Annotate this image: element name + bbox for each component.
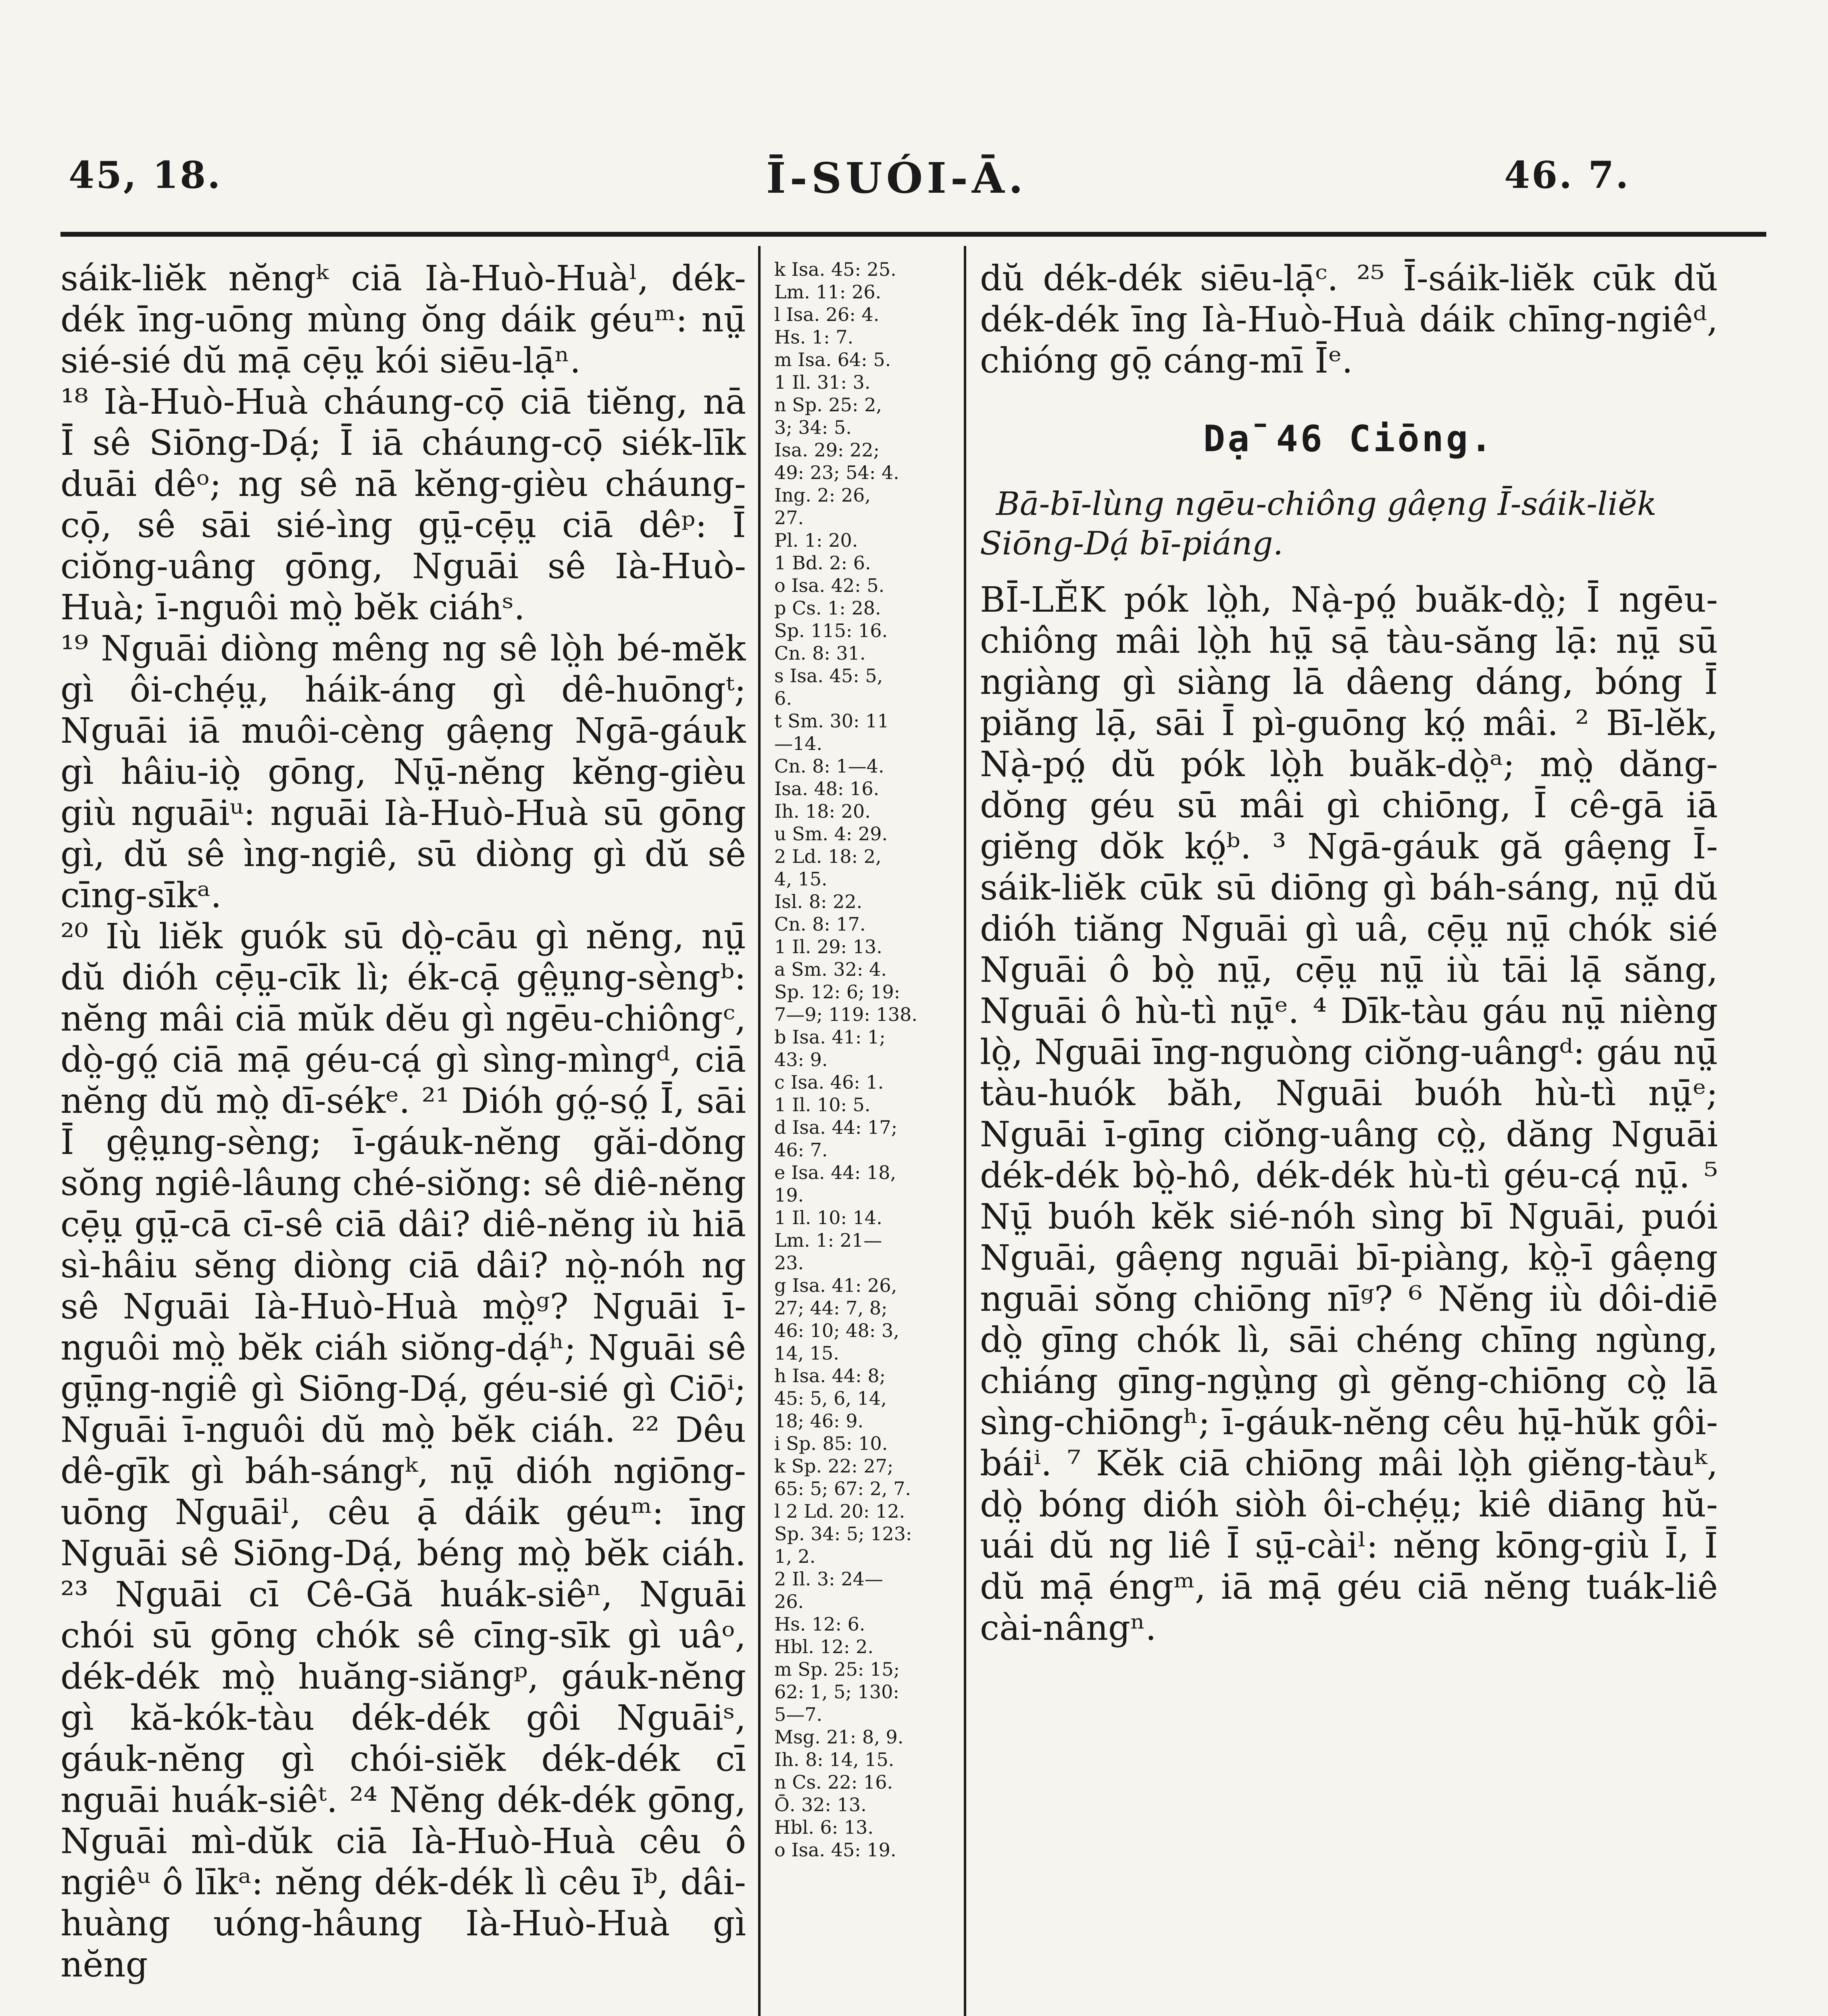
- cross-reference: Cn. 8: 31.: [774, 642, 866, 664]
- cross-reference: Cn. 8: 1—4.: [774, 755, 884, 777]
- cross-reference: s Isa. 45: 5,: [774, 665, 883, 687]
- cross-reference: —14.: [774, 733, 823, 754]
- cross-reference: Cn. 8: 17.: [774, 913, 866, 935]
- cross-reference: Ing. 2: 26,: [774, 484, 871, 506]
- cross-reference: 1 Bd. 2: 6.: [774, 552, 871, 574]
- cross-reference: 1 Il. 10: 14.: [774, 1207, 882, 1229]
- cross-reference: 43: 9.: [774, 1049, 828, 1070]
- cross-reference: 49: 23; 54: 4.: [774, 462, 899, 483]
- cross-reference: n Sp. 25: 2,: [774, 394, 882, 416]
- chapter-heading: Dạ̄ 46 Ciōng.: [1203, 418, 1495, 460]
- cross-reference: Sp. 12: 6; 19:: [774, 981, 900, 1003]
- cross-reference: Hs. 1: 7.: [774, 326, 854, 348]
- cross-reference: Sp. 115: 16.: [774, 620, 888, 641]
- cross-reference: n Cs. 22: 16.: [774, 1771, 893, 1793]
- cross-reference: 2 Il. 3: 24—: [774, 1568, 883, 1590]
- cross-reference: Hbl. 12: 2.: [774, 1636, 874, 1658]
- cross-reference: m Isa. 64: 5.: [774, 349, 891, 371]
- cross-reference: 1 Il. 29: 13.: [774, 936, 882, 958]
- cross-reference: o Isa. 45: 19.: [774, 1839, 896, 1861]
- cross-reference: 7—9; 119: 138.: [774, 1004, 917, 1025]
- cross-reference: 1 Il. 31: 3.: [774, 371, 871, 393]
- cross-reference: Isa. 48: 16.: [774, 778, 880, 800]
- cross-reference: u Sm. 4: 29.: [774, 823, 888, 845]
- cross-reference: Sp. 34: 5; 123:: [774, 1523, 912, 1545]
- column-divider-left: [758, 246, 761, 2016]
- cross-reference: 23.: [774, 1252, 804, 1274]
- cross-reference: Ih. 18: 20.: [774, 800, 871, 822]
- cross-reference: 2 Ld. 18: 2,: [774, 846, 882, 867]
- column-divider-right: [964, 246, 966, 2016]
- cross-reference: 27; 44: 7, 8;: [774, 1297, 888, 1319]
- cross-reference: o Isa. 42: 5.: [774, 575, 885, 596]
- cross-reference: p Cs. 1: 28.: [774, 597, 881, 619]
- cross-reference: 19.: [774, 1184, 804, 1206]
- cross-reference: Lm. 1: 21—: [774, 1229, 882, 1251]
- cross-reference: 45: 5, 6, 14,: [774, 1387, 887, 1409]
- verse-paragraph: ¹⁸ Ià-Huò-Huà cháung-cọ̄ ciā tiĕng, nā Ī sê Siōng-Dạ́; Ī iā cháung-cọ̄ siék-līk duāi dêᵒ; ng sê nā kĕng-gièu cháung-cọ̄, sê sāi sié-ìng gṳ̄-cẹ̄ṳ ciā dêᵖ: Ī ciŏng-uâng gōng, Nguāi sê Ià-Huò-Huà; ī-nguôi mò̤ bĕk ciáhˢ.: [60, 382, 746, 628]
- cross-reference: h Isa. 44: 8;: [774, 1365, 886, 1387]
- cross-reference-column: [774, 258, 952, 2016]
- right-column-verses: [980, 579, 1718, 1649]
- cross-reference: 62: 1, 5; 130:: [774, 1681, 899, 1703]
- cross-reference: c Isa. 46: 1.: [774, 1071, 884, 1093]
- cross-reference: g Isa. 41: 26,: [774, 1275, 897, 1296]
- cross-reference: 14, 15.: [774, 1342, 839, 1364]
- cross-reference: a Sm. 32: 4.: [774, 958, 887, 980]
- cross-reference: l Isa. 26: 4.: [774, 304, 880, 325]
- cross-reference: Ih. 8: 14, 15.: [774, 1749, 894, 1770]
- verse-paragraph: dŭ dék-dék siēu-lạ̄ᶜ. ²⁵ Ī-sáik-liĕk cūk dŭ dék-dék īng Ià-Huò-Huà dáik chīng-ngiêᵈ, chióng gō̤ cáng-mī Īᵉ.: [980, 258, 1718, 381]
- left-column-body: [60, 258, 746, 1985]
- cross-reference: 26.: [774, 1591, 804, 1612]
- cross-reference: 3; 34: 5.: [774, 417, 852, 438]
- header-left-reference: 45, 18.: [69, 153, 222, 197]
- cross-reference: Hbl. 6: 13.: [774, 1816, 874, 1838]
- cross-reference: k Sp. 22: 27;: [774, 1455, 894, 1477]
- header-rule: [60, 232, 1766, 237]
- cross-reference: 46: 7.: [774, 1139, 828, 1161]
- cross-reference: k Isa. 45: 25.: [774, 258, 896, 280]
- left-text-column: [60, 258, 746, 2016]
- cross-reference: 5—7.: [774, 1704, 823, 1725]
- cross-reference: Isl. 8: 22.: [774, 891, 863, 912]
- cross-reference: t Sm. 30: 11: [774, 710, 889, 732]
- cross-reference: Ō. 32: 13.: [774, 1794, 867, 1816]
- cross-reference: l 2 Ld. 20: 12.: [774, 1500, 905, 1522]
- cross-reference: d Isa. 44: 17;: [774, 1116, 898, 1138]
- verse-paragraph: ¹⁹ Nguāi diòng mêng ng sê lò̤h bé-mĕk gì ôi-chẹ́ṳ, háik-áng gì dê-huōngᵗ; Nguāi iā muôi-cèng gâẹng Ngā-gáuk gì hâiu-iò̤ gōng, Nṳ̄-nĕng kĕng-gièu giù nguāiᵘ: nguāi Ià-Huò-Huà sū gōng gì, dŭ sê ìng-ngiê, sū diòng gì dŭ sê cīng-sīkᵃ.: [60, 629, 746, 916]
- chapter-summary: Bā-bī-lùng ngēu-chiông gâẹng Ī-sáik-liĕk Siōng-Dạ́ bī-piáng.: [980, 485, 1657, 562]
- right-text-column: [980, 258, 1718, 1766]
- cross-reference: 18; 46: 9.: [774, 1410, 864, 1432]
- cross-reference: Pl. 1: 20.: [774, 529, 858, 551]
- cross-reference: Hs. 12: 6.: [774, 1613, 865, 1635]
- cross-reference: Isa. 29: 22;: [774, 439, 880, 461]
- cross-reference: 1 Il. 10: 5.: [774, 1094, 871, 1116]
- cross-reference: m Sp. 25: 15;: [774, 1658, 900, 1680]
- cross-reference: b Isa. 41: 1;: [774, 1026, 886, 1048]
- cross-reference: 65: 5; 67: 2, 7.: [774, 1478, 911, 1500]
- cross-reference: 46: 10; 48: 3,: [774, 1320, 899, 1341]
- cross-reference: Msg. 21: 8, 9.: [774, 1726, 904, 1748]
- header-book-title: Ī-SUÓI-Ā.: [766, 153, 1027, 203]
- cross-reference: 1, 2.: [774, 1545, 816, 1567]
- cross-reference: Lm. 11: 26.: [774, 281, 882, 303]
- verse-paragraph: BĪ-LĔK pók lò̤h, Nạ̀-pó̤ buăk-dò̤; Ī ngēu-chiông mâi lò̤h hṳ̄ sạ̄ tàu-săng lạ̄: nṳ̄ sū ngiàng gì siàng lā dâeng dáng, bóng Ī piăng lạ̄, sāi Ī pì-guōng kó̤ mâi. ² Bī-lĕk, Nạ̀-pó̤ dŭ pók lò̤h buăk-dò̤ᵃ; mò̤ dăng-dŏng géu sū mâi gì chiōng, Ī cê-gā iā giĕng dŏk kó̤ᵇ. ³ Ngā-gáuk gă gâẹng Ī-sáik-liĕk cūk sū diōng gì báh-sáng, nṳ̄ dŭ dióh tiăng Nguāi gì uâ, cẹ̄ṳ nṳ̄ chók sié Nguāi ô bò̤ nṳ̄, cẹ̄ṳ nṳ̄ iù tāi lạ̄ săng, Nguāi ô hù-tì nṳ̄ᵉ. ⁴ Dīk-tàu gáu nṳ̄ nièng lò̤, Nguāi īng-nguòng ciŏng-uângᵈ: gáu nṳ̄ tàu-huók băh, Nguāi buóh hù-tì nṳ̄ᵉ; Nguāi ī-gīng ciŏng-uâng cò̤, dăng Nguāi dék-dék bò̤-hô, dék-dék hù-tì géu-cạ́ nṳ̄. ⁵ Nṳ̄ buóh kĕk sié-nóh sìng bī Nguāi, puói Nguāi, gâẹng nguāi bī-piàng, kò̤-ī gâẹng nguāi sŏng chiōng nīᵍ? ⁶ Nĕng iù dôi-diē dò̤ gīng chók lì, sāi chéng chīng ngùng, chiáng gīng-ngṳ̀ng gì gĕng-chiōng cò̤ lā sìng-chiōngʰ; ī-gáuk-nĕng cêu hṳ̄-hŭk gôi-báiⁱ. ⁷ Kĕk ciā chiōng mâi lò̤h giĕng-tàuᵏ, dò̤ bóng dióh siòh ôi-chẹ́ṳ; kiê diāng hŭ-uái dŭ ng liê Ī sṳ̄-càiˡ: nĕng kōng-giù Ī, Ī dŭ mạ̄ éngᵐ, iā mạ̄ géu ciā nĕng tuák-liê cài-nângⁿ.: [980, 580, 1718, 1648]
- cross-reference: 6.: [774, 687, 792, 709]
- header-right-reference: 46. 7.: [1504, 153, 1630, 197]
- verse-paragraph: sáik-liĕk nĕngᵏ ciā Ià-Huò-Huàˡ, dék-dék īng-uōng mùng ŏng dáik géuᵐ: nṳ̄ sié-sié dŭ mạ̄ cẹ̄ṳ kói siēu-lạ̄ⁿ.: [60, 258, 746, 381]
- cross-reference: e Isa. 44: 18,: [774, 1162, 896, 1183]
- cross-reference: i Sp. 85: 10.: [774, 1433, 888, 1454]
- verse-paragraph: ²⁰ Iù liĕk guók sū dò̤-cāu gì nĕng, nṳ̄ dŭ dióh cẹ̄ṳ-cīk lì; ék-cạ̄ gê̤ṳng-sèngᵇ: nĕng mâi ciā mŭk dĕu gì ngēu-chiôngᶜ, dò̤-gó̤ ciā mạ̄ géu-cạ́ gì sìng-mìngᵈ, ciā nĕng dŭ mò̤ dī-sékᵉ. ²¹ Dióh gó̤-só̤ Ī, sāi Ī gê̤ṳng-sèng; ī-gáuk-nĕng găi-dŏng sŏng ngiê-lâung ché-siŏng: sê diê-nĕng cẹ̄ṳ gṳ̄-cā cī-sê ciā dâi? diê-nĕng iù hiā sì-hâiu sĕng diòng ciā dâi? nò̤-nóh ng sê Nguāi Ià-Huò-Huà mò̤ᵍ? Nguāi ī-nguôi mò̤ bĕk ciáh siŏng-dạ́ʰ; Nguāi sê gṳ̄ng-ngiê gì Siōng-Dạ́, géu-sié gì Ciōⁱ; Nguāi ī-nguôi dŭ mò̤ bĕk ciáh. ²² Dêu dê-gīk gì báh-sángᵏ, nṳ̄ dióh ngiōng-uōng Nguāiˡ, cêu ạ̄ dáik géuᵐ: īng Nguāi sê Siōng-Dạ́, béng mò̤ bĕk ciáh. ²³ Nguāi cī Cê-Gă huák-siêⁿ, Nguāi chói sū gōng chók sê cīng-sīk gì uâᵒ, dék-dék mò̤ huăng-siăngᵖ, gáuk-nĕng gì kă-kók-tàu dék-dék gôi Nguāiˢ, gáuk-nĕng gì chói-siĕk dék-dék cī nguāi huák-siêᵗ. ²⁴ Nĕng dék-dék gōng, Nguāi mì-dŭk ciā Ià-Huò-Huà cêu ô ngiêᵘ ô līkᵃ: nĕng dék-dék lì cêu īᵇ, dâi-huàng uóng-hâung Ià-Huò-Huà gì nĕng: [60, 916, 746, 1985]
- cross-reference: 27.: [774, 507, 804, 529]
- right-column-body: [980, 258, 1718, 381]
- cross-reference: 4, 15.: [774, 868, 827, 890]
